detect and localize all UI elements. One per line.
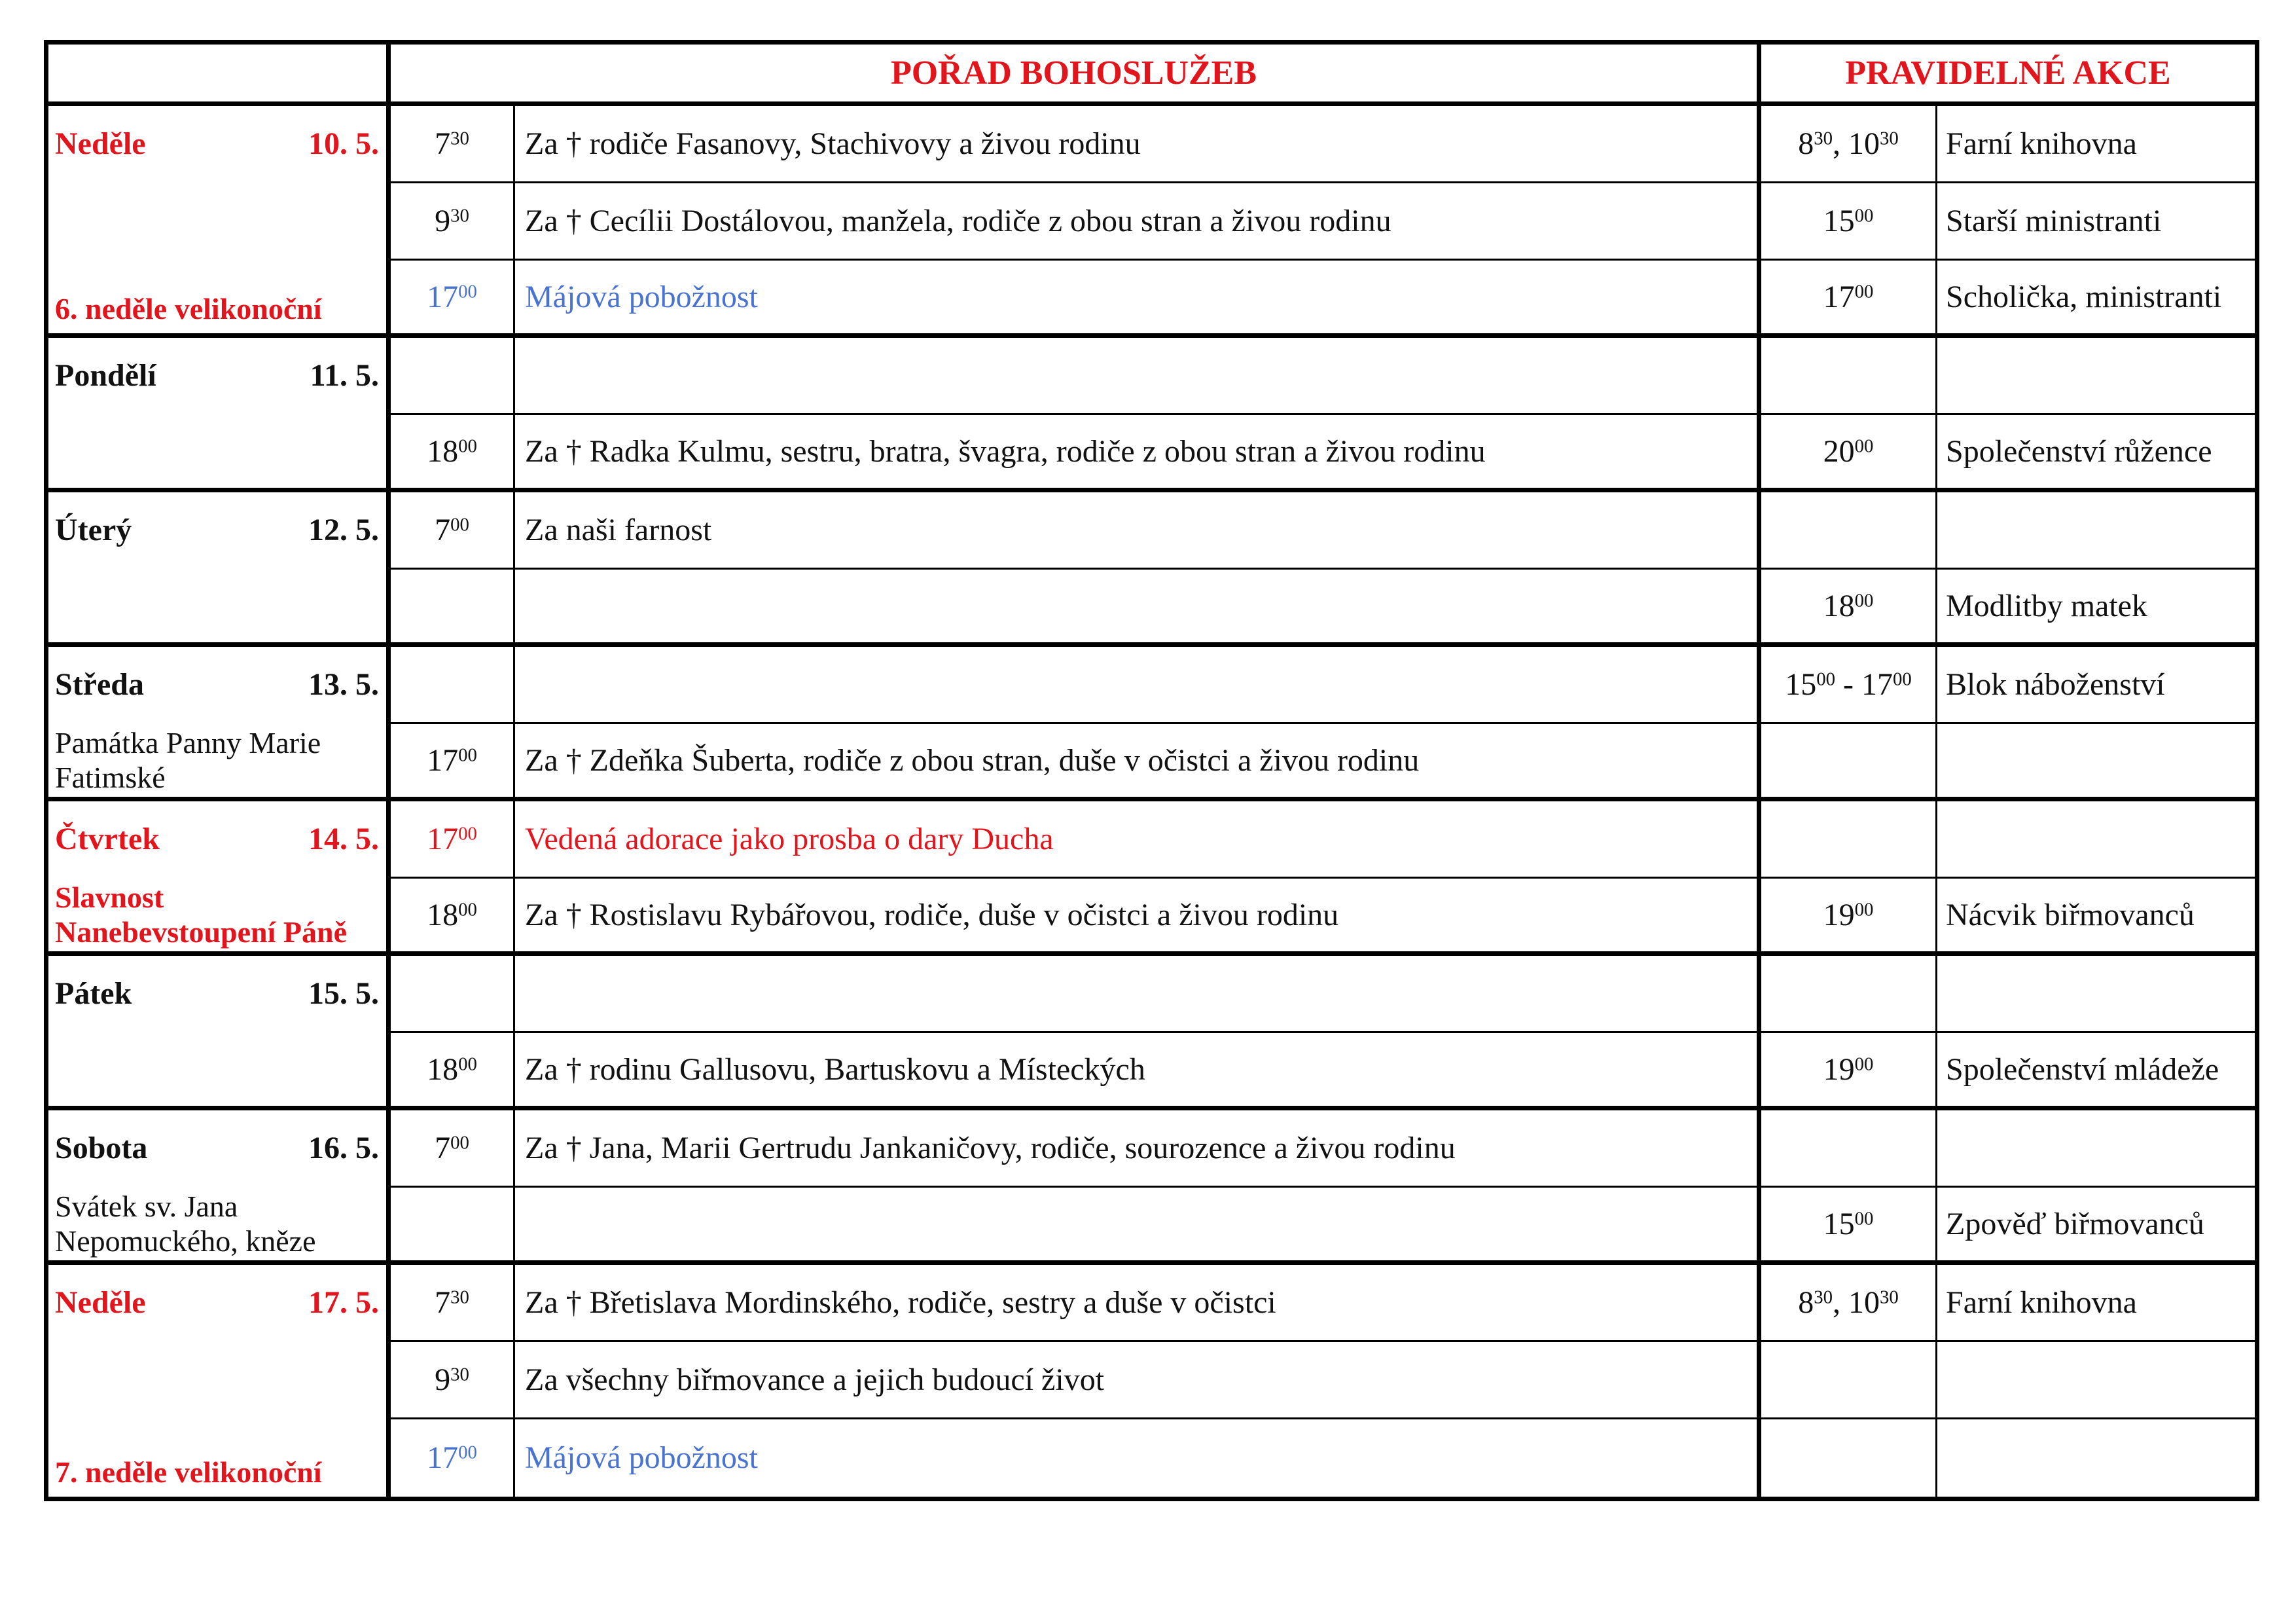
mass-time xyxy=(435,203,469,239)
mass-time xyxy=(435,1285,469,1321)
services-title: POŘAD BOHOSLUŽEB xyxy=(391,45,1761,106)
mass-intention-cell xyxy=(515,261,1761,338)
liturgical-note: Památka Panny Marie Fatimské xyxy=(55,725,321,794)
event-name-cell xyxy=(1937,1342,2255,1419)
time-minutes: 00 xyxy=(450,1132,469,1154)
schedule-table xyxy=(44,40,2259,1501)
event-name: Modlitby matek xyxy=(1946,588,2147,623)
mass-time-cell xyxy=(391,183,515,261)
event-time-cell xyxy=(1761,647,1937,724)
mass-intention-cell xyxy=(515,570,1761,647)
time-minutes: 30 xyxy=(1880,128,1899,149)
event-name-cell xyxy=(1937,183,2255,261)
time-hour: 10 xyxy=(1848,126,1880,161)
mass-intention-cell xyxy=(515,1033,1761,1110)
liturgical-note: Svátek sv. Jana Nepomuckého, kněze xyxy=(55,1189,316,1258)
day-date: 13. 5. xyxy=(308,666,379,702)
mass-intention-cell xyxy=(515,879,1761,956)
time-minutes: 00 xyxy=(1854,1053,1874,1075)
time-minutes: 00 xyxy=(458,899,477,921)
event-name-cell xyxy=(1937,879,2255,956)
time-hour: 8 xyxy=(1798,126,1814,161)
event-name-cell xyxy=(1937,801,2255,879)
event-time-cell xyxy=(1761,492,1937,570)
mass-intention: Za † Radka Kulmu, sestru, bratra, švagra, rodiče z obou stran a živou rodinu xyxy=(525,433,1486,469)
event-time xyxy=(1823,588,1874,624)
mass-intention-cell xyxy=(515,956,1761,1033)
event-name-cell xyxy=(1937,1265,2255,1342)
time-minutes: 30 xyxy=(1880,1286,1899,1308)
time-minutes: 00 xyxy=(1854,590,1874,611)
time-hour: 7 xyxy=(435,1285,451,1320)
day-cell xyxy=(48,1265,391,1497)
time-minutes: 00 xyxy=(1854,1208,1874,1230)
event-name: Společenství růžence xyxy=(1946,433,2212,469)
day-heading xyxy=(55,492,379,568)
mass-time xyxy=(427,897,477,933)
time-minutes: 30 xyxy=(1814,1286,1833,1308)
mass-time-cell xyxy=(391,570,515,647)
event-time xyxy=(1823,433,1874,469)
mass-intention: Za † rodinu Gallusovu, Bartuskovu a Místeckých xyxy=(525,1051,1145,1087)
day-name: Neděle xyxy=(55,126,146,161)
mass-time xyxy=(435,1362,469,1398)
liturgical-note: Slavnost Nanebevstoupení Páně xyxy=(55,880,347,949)
event-name: Zpověď biřmovanců xyxy=(1946,1206,2204,1241)
mass-time-cell xyxy=(391,415,515,492)
day-name: Čtvrtek xyxy=(55,821,160,856)
time-minutes: 30 xyxy=(1814,128,1833,149)
mass-intention-cell xyxy=(515,415,1761,492)
time-separator: - xyxy=(1835,666,1861,702)
event-time-cell xyxy=(1761,570,1937,647)
day-heading xyxy=(55,338,379,413)
event-time-cell xyxy=(1761,415,1937,492)
mass-time-cell xyxy=(391,261,515,338)
mass-time xyxy=(427,433,477,469)
time-hour: 19 xyxy=(1823,1051,1855,1087)
time-hour: 17 xyxy=(427,1440,459,1476)
mass-intention: Májová pobožnost xyxy=(525,279,758,314)
day-name: Neděle xyxy=(55,1285,146,1320)
event-name-cell xyxy=(1937,106,2255,183)
day-name: Pátek xyxy=(55,976,132,1011)
mass-intention-cell xyxy=(515,1188,1761,1265)
event-name: Společenství mládeže xyxy=(1946,1051,2219,1087)
time-minutes: 30 xyxy=(450,1286,469,1308)
day-heading xyxy=(55,1110,379,1186)
mass-time-cell xyxy=(391,801,515,879)
event-time xyxy=(1785,666,1912,702)
time-hour: 18 xyxy=(1823,588,1855,623)
event-name: Farní knihovna xyxy=(1946,126,2137,161)
mass-intention: Za † Cecílii Dostálovou, manžela, rodiče z obou stran a živou rodinu xyxy=(525,203,1391,238)
day-date: 10. 5. xyxy=(308,126,379,161)
time-hour: 18 xyxy=(427,433,459,469)
time-minutes: 00 xyxy=(458,823,477,845)
header-empty-cell xyxy=(48,45,391,106)
mass-intention-cell xyxy=(515,1110,1761,1188)
mass-intention: Májová pobožnost xyxy=(525,1440,758,1476)
day-name: Středa xyxy=(55,666,144,702)
event-name: Starší ministranti xyxy=(1946,203,2162,238)
day-heading xyxy=(55,801,379,877)
event-name-cell xyxy=(1937,1188,2255,1265)
mass-intention-cell xyxy=(515,647,1761,724)
time-hour: 7 xyxy=(435,512,451,547)
mass-intention: Za všechny biřmovance a jejich budoucí život xyxy=(525,1362,1105,1397)
time-minutes: 00 xyxy=(458,1053,477,1075)
mass-intention-cell xyxy=(515,1265,1761,1342)
mass-time-cell xyxy=(391,492,515,570)
time-minutes: 00 xyxy=(458,1442,477,1464)
event-time-cell xyxy=(1761,183,1937,261)
mass-time-cell xyxy=(391,338,515,415)
mass-time-cell xyxy=(391,1188,515,1265)
mass-intention: Za † Zdeňka Šuberta, rodiče z obou stran, duše v očistci a živou rodinu xyxy=(525,742,1420,778)
time-hour: 15 xyxy=(1823,1206,1855,1241)
time-hour: 15 xyxy=(1785,666,1817,702)
time-minutes: 00 xyxy=(1816,668,1835,690)
event-name-cell xyxy=(1937,570,2255,647)
event-time xyxy=(1823,279,1874,315)
time-separator: , xyxy=(1833,1285,1848,1320)
time-hour: 7 xyxy=(435,1130,451,1165)
event-time-cell xyxy=(1761,1110,1937,1188)
events-title: PRAVIDELNÉ AKCE xyxy=(1761,45,2255,106)
time-separator: , xyxy=(1833,126,1848,161)
day-name: Pondělí xyxy=(55,357,156,393)
day-date: 15. 5. xyxy=(308,976,379,1011)
day-date: 11. 5. xyxy=(310,357,379,393)
day-cell xyxy=(48,492,391,647)
time-hour: 18 xyxy=(427,1051,459,1087)
event-time-cell xyxy=(1761,1265,1937,1342)
event-time-cell xyxy=(1761,1188,1937,1265)
day-name: Úterý xyxy=(55,512,132,547)
time-hour: 17 xyxy=(1861,666,1893,702)
time-hour: 7 xyxy=(435,126,451,161)
time-hour: 9 xyxy=(435,1362,451,1397)
event-time-cell xyxy=(1761,106,1937,183)
time-minutes: 00 xyxy=(1854,435,1874,457)
mass-time xyxy=(427,742,477,778)
event-time-cell xyxy=(1761,1419,1937,1497)
event-name: Scholička, ministranti xyxy=(1946,279,2222,314)
day-date: 16. 5. xyxy=(308,1130,379,1165)
mass-intention-cell xyxy=(515,1419,1761,1497)
time-minutes: 00 xyxy=(458,744,477,766)
event-name-cell xyxy=(1937,261,2255,338)
day-heading xyxy=(55,106,379,181)
event-time-cell xyxy=(1761,801,1937,879)
time-minutes: 00 xyxy=(458,281,477,302)
mass-intention: Za † Rostislavu Rybářovou, rodiče, duše v očistci a živou rodinu xyxy=(525,897,1339,932)
mass-time xyxy=(435,512,469,548)
time-hour: 15 xyxy=(1823,203,1855,238)
day-date: 14. 5. xyxy=(308,821,379,856)
mass-time-cell xyxy=(391,1265,515,1342)
time-minutes: 00 xyxy=(1854,899,1874,921)
liturgical-note: 7. neděle velikonoční xyxy=(55,1455,322,1489)
day-cell xyxy=(48,801,391,956)
day-cell xyxy=(48,1110,391,1265)
event-time-cell xyxy=(1761,261,1937,338)
mass-time-cell xyxy=(391,1033,515,1110)
time-hour: 17 xyxy=(427,821,459,856)
liturgical-note: 6. neděle velikonoční xyxy=(55,292,322,326)
time-minutes: 00 xyxy=(1854,281,1874,302)
time-minutes: 00 xyxy=(1892,668,1912,690)
event-name-cell xyxy=(1937,415,2255,492)
time-hour: 20 xyxy=(1823,433,1855,469)
mass-time-cell xyxy=(391,1419,515,1497)
mass-intention-cell xyxy=(515,338,1761,415)
event-time xyxy=(1823,897,1874,933)
event-name-cell xyxy=(1937,1110,2255,1188)
time-hour: 17 xyxy=(427,742,459,778)
mass-time xyxy=(435,1130,469,1166)
mass-time-cell xyxy=(391,1110,515,1188)
time-minutes: 00 xyxy=(450,514,469,536)
event-name: Nácvik biřmovanců xyxy=(1946,897,2195,932)
time-hour: 18 xyxy=(427,897,459,932)
mass-intention-cell xyxy=(515,183,1761,261)
time-hour: 8 xyxy=(1798,1285,1814,1320)
day-heading xyxy=(55,1265,379,1340)
time-minutes: 30 xyxy=(450,1364,469,1385)
event-time-cell xyxy=(1761,879,1937,956)
time-minutes: 30 xyxy=(450,205,469,227)
day-cell xyxy=(48,338,391,492)
event-time-cell xyxy=(1761,956,1937,1033)
mass-intention-cell xyxy=(515,801,1761,879)
mass-time-cell xyxy=(391,106,515,183)
day-date: 17. 5. xyxy=(308,1285,379,1320)
event-time xyxy=(1823,203,1874,239)
mass-intention: Vedená adorace jako prosba o dary Ducha xyxy=(525,821,1054,856)
mass-intention-cell xyxy=(515,492,1761,570)
event-name-cell xyxy=(1937,956,2255,1033)
mass-intention-cell xyxy=(515,1342,1761,1419)
time-hour: 17 xyxy=(427,279,459,314)
event-name-cell xyxy=(1937,492,2255,570)
mass-intention: Za † rodiče Fasanovy, Stachivovy a živou rodinu xyxy=(525,126,1141,161)
mass-time xyxy=(427,279,477,315)
time-hour: 9 xyxy=(435,203,451,238)
day-name: Sobota xyxy=(55,1130,148,1165)
event-name: Farní knihovna xyxy=(1946,1285,2137,1320)
event-time xyxy=(1823,1206,1874,1242)
time-minutes: 00 xyxy=(1854,205,1874,227)
day-cell xyxy=(48,956,391,1110)
mass-intention-cell xyxy=(515,724,1761,801)
mass-time xyxy=(435,126,469,162)
event-name: Blok náboženství xyxy=(1946,666,2165,702)
time-minutes: 00 xyxy=(458,435,477,457)
time-minutes: 30 xyxy=(450,128,469,149)
event-time xyxy=(1798,126,1899,162)
event-time-cell xyxy=(1761,338,1937,415)
mass-time-cell xyxy=(391,1342,515,1419)
mass-time-cell xyxy=(391,879,515,956)
day-date: 12. 5. xyxy=(308,512,379,547)
event-time xyxy=(1798,1285,1899,1321)
day-heading xyxy=(55,956,379,1031)
event-name-cell xyxy=(1937,647,2255,724)
mass-time xyxy=(427,1440,477,1476)
event-name-cell xyxy=(1937,724,2255,801)
event-time-cell xyxy=(1761,1033,1937,1110)
day-cell xyxy=(48,106,391,338)
time-hour: 10 xyxy=(1848,1285,1880,1320)
mass-time-cell xyxy=(391,956,515,1033)
time-hour: 19 xyxy=(1823,897,1855,932)
mass-time xyxy=(427,821,477,857)
event-name-cell xyxy=(1937,1033,2255,1110)
mass-intention: Za naši farnost xyxy=(525,512,712,547)
mass-time-cell xyxy=(391,647,515,724)
event-time-cell xyxy=(1761,1342,1937,1419)
mass-intention: Za † Jana, Marii Gertrudu Jankaničovy, rodiče, sourozence a živou rodinu xyxy=(525,1130,1456,1165)
event-time-cell xyxy=(1761,724,1937,801)
mass-time-cell xyxy=(391,724,515,801)
mass-intention-cell xyxy=(515,106,1761,183)
mass-time xyxy=(427,1051,477,1087)
mass-intention: Za † Břetislava Mordinského, rodiče, sestry a duše v očistci xyxy=(525,1285,1276,1320)
day-heading xyxy=(55,647,379,722)
event-name-cell xyxy=(1937,1419,2255,1497)
event-time xyxy=(1823,1051,1874,1087)
time-hour: 17 xyxy=(1823,279,1855,314)
event-name-cell xyxy=(1937,338,2255,415)
day-cell xyxy=(48,647,391,801)
